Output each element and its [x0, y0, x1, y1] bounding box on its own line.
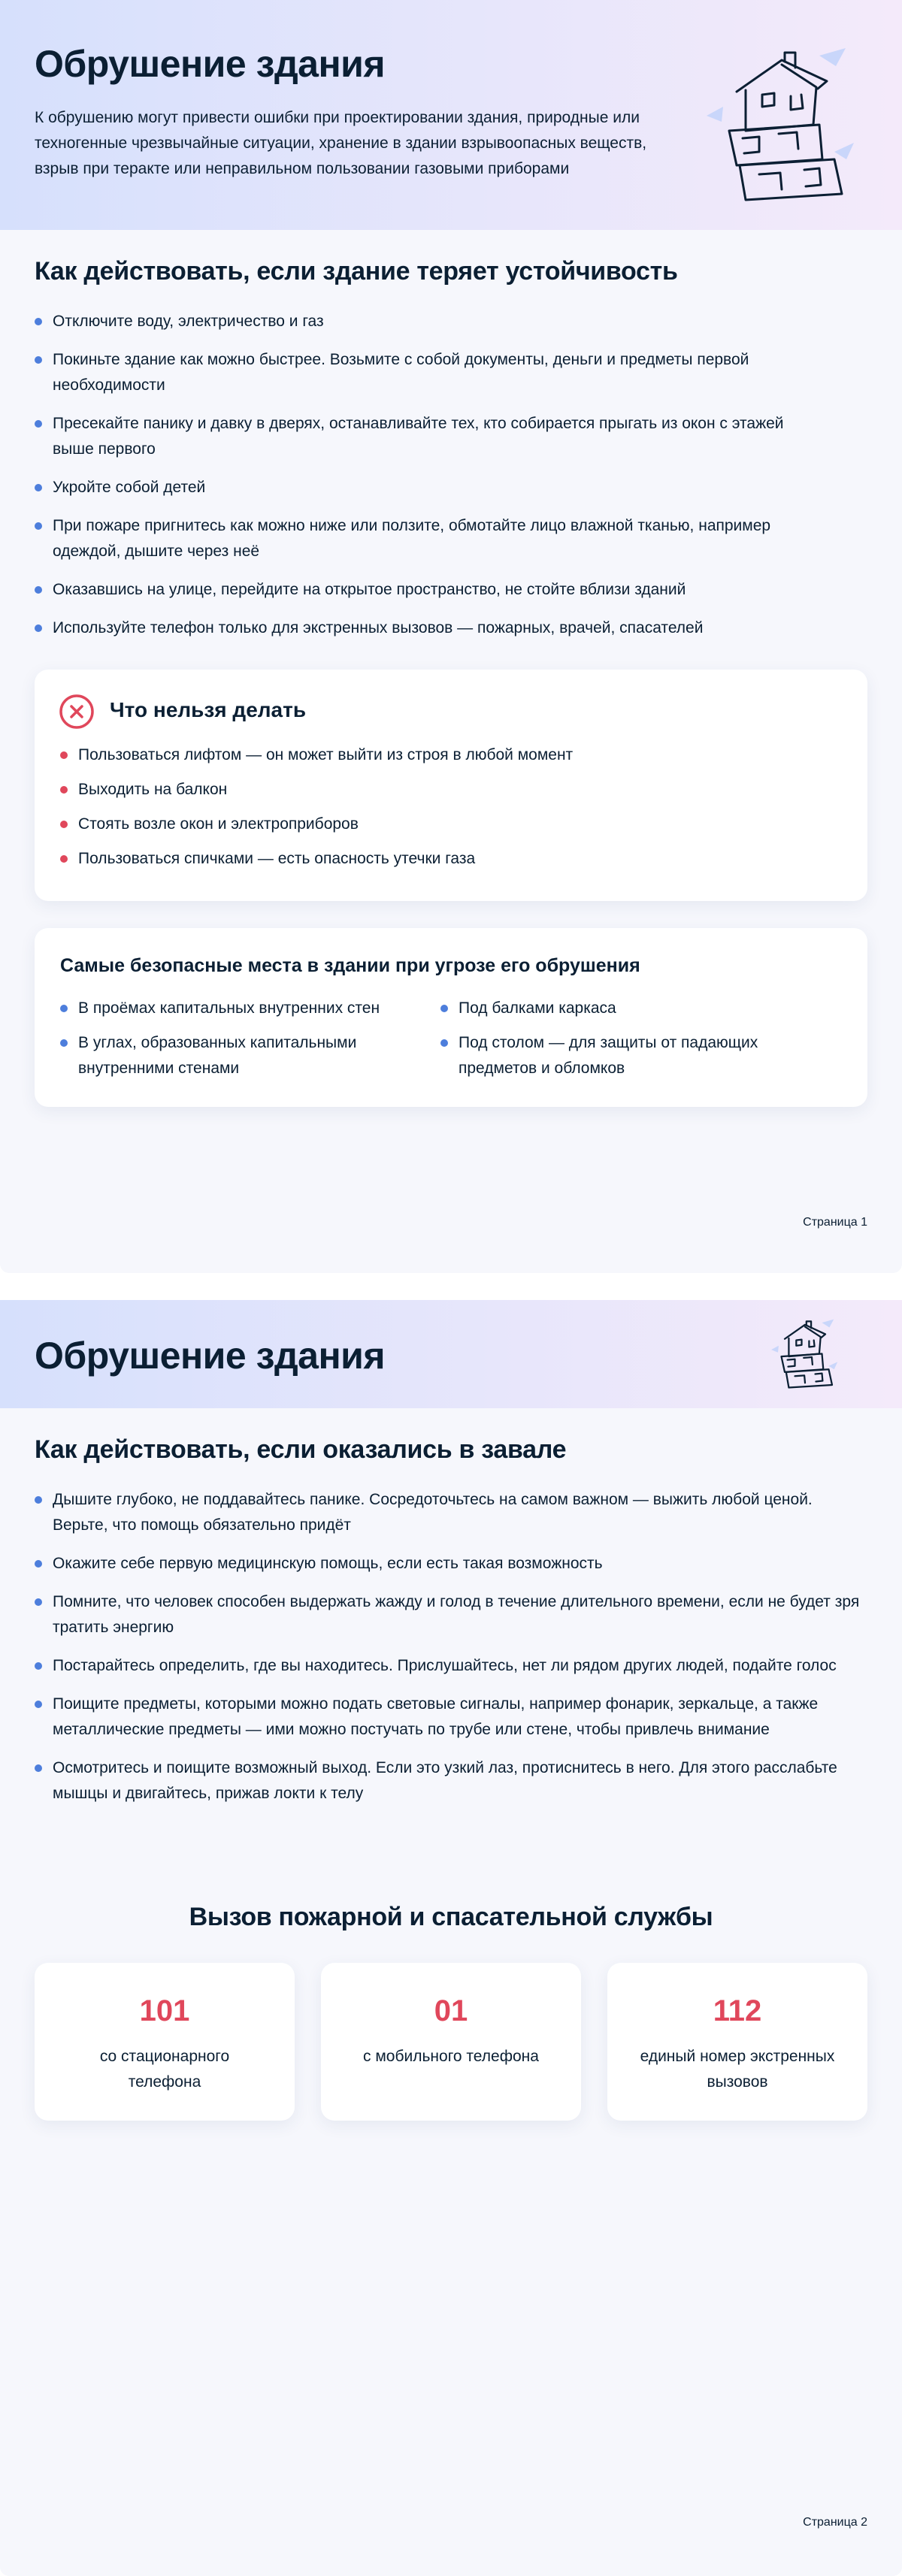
hero-banner — [0, 1300, 902, 1408]
intro-text: К обрушению могут привести ошибки при проектировании здания, природные или техногенные чрезвычайные ситуации, хранение в здании взрывоопасных веществ, взрыв при теракте или неправильном пользовании газовыми приборами — [35, 109, 647, 177]
emergency-card-landline — [35, 1963, 295, 2121]
emergency-number-desc: единый номер экстренных вызовов — [640, 2048, 835, 2091]
list-item: Покиньте здание как можно быстрее. Возьмите с собой документы, деньги и предметы первой необходимости — [35, 347, 786, 398]
list-item: Поищите предметы, которыми можно подать световые сигналы, например фонарик, зеркальце, а также металлические предметы — ими можно постучать по трубе или стене, чтобы привлечь внимание — [35, 1692, 861, 1743]
list-item: Осмотритесь и поищите возможный выход. Если это узкий лаз, протиснитесь в него. Для этого расслабьте мышцы и двигайтесь, прижав локти к телу — [35, 1755, 861, 1807]
page-1 — [0, 0, 902, 1273]
list-item: При пожаре пригнитесь как можно ниже или ползите, обмотайте лицо влажной тканью, например одеждой, дышите через неё — [35, 513, 786, 564]
donts-list — [60, 742, 842, 881]
list-item: Дышите глубоко, не поддавайтесь панике. Сосредоточьтесь на самом важном — выжить любой ценой. Верьте, что помощь обязательно придёт — [35, 1487, 861, 1538]
page-2 — [0, 1300, 902, 2576]
section-title: Как действовать, если здание теряет устойчивость — [35, 257, 678, 286]
list-item: Пользоваться спичками — есть опасность утечки газа — [60, 846, 842, 872]
list-item: Под столом — для защиты от падающих предметов и обломков — [440, 1030, 816, 1081]
list-item: Пресекайте панику и давку в дверях, останавливайте тех, кто собирается прыгать из окон с этажей выше первого — [35, 411, 786, 462]
emergency-title: Вызов пожарной и спасательной службы — [189, 1903, 713, 1931]
collapsing-house-icon — [707, 47, 857, 204]
page-number: Страница 2 — [803, 2516, 867, 2529]
emergency-number: 112 — [713, 1994, 762, 2027]
list-item: В проёмах капитальных внутренних стен — [60, 996, 428, 1021]
section-title: Как действовать, если оказались в завале — [35, 1435, 567, 1464]
emergency-number-desc: со стационарного телефона — [99, 2048, 230, 2091]
page-number: Страница 1 — [803, 1216, 867, 1229]
donts-card — [35, 670, 867, 901]
safe-places-card — [35, 928, 867, 1107]
list-item: Пользоваться лифтом — он может выйти из строя в любой момент — [60, 742, 842, 768]
list-item: Окажите себе первую медицинскую помощь, если есть такая возможность — [35, 1551, 861, 1577]
steps-list — [35, 309, 786, 654]
safe-places-left-list — [60, 996, 428, 1090]
emergency-number: 01 — [434, 1994, 468, 2027]
cross-circle-icon — [59, 694, 95, 730]
safe-places-title: Самые безопасные места в здании при угрозе его обрушения — [60, 955, 640, 976]
list-item: Стоять возле окон и электроприборов — [60, 812, 842, 837]
list-item: Под балками каркаса — [440, 996, 816, 1021]
safe-places-right-list — [440, 996, 816, 1090]
emergency-card-unified — [607, 1963, 867, 2121]
list-item: В углах, образованных капитальными внутренними стенами — [60, 1030, 428, 1081]
list-item: Постарайтесь определить, где вы находитесь. Прислушайтесь, нет ли рядом других людей, подайте голос — [35, 1653, 861, 1679]
list-item: Выходить на балкон — [60, 777, 842, 803]
collapsing-house-icon — [771, 1317, 839, 1392]
page-title: Обрушение здания — [35, 1335, 386, 1377]
list-item: Оказавшись на улице, перейдите на открытое пространство, не стойте вблизи зданий — [35, 577, 786, 603]
emergency-card-mobile — [321, 1963, 581, 2121]
list-item: Используйте телефон только для экстренных вызовов — пожарных, врачей, спасателей — [35, 615, 786, 641]
hero-banner — [0, 0, 902, 230]
steps-list — [35, 1487, 861, 1819]
emergency-number-desc: с мобильного телефона — [363, 2048, 539, 2065]
emergency-number: 101 — [139, 1994, 190, 2027]
donts-title: Что нельзя делать — [110, 698, 307, 721]
list-item: Укройте собой детей — [35, 475, 786, 500]
page-title: Обрушение здания — [35, 43, 386, 85]
list-item: Помните, что человек способен выдержать жажду и голод в течение длительного времени, если не будет зря тратить энергию — [35, 1589, 861, 1640]
list-item: Отключите воду, электричество и газ — [35, 309, 786, 334]
